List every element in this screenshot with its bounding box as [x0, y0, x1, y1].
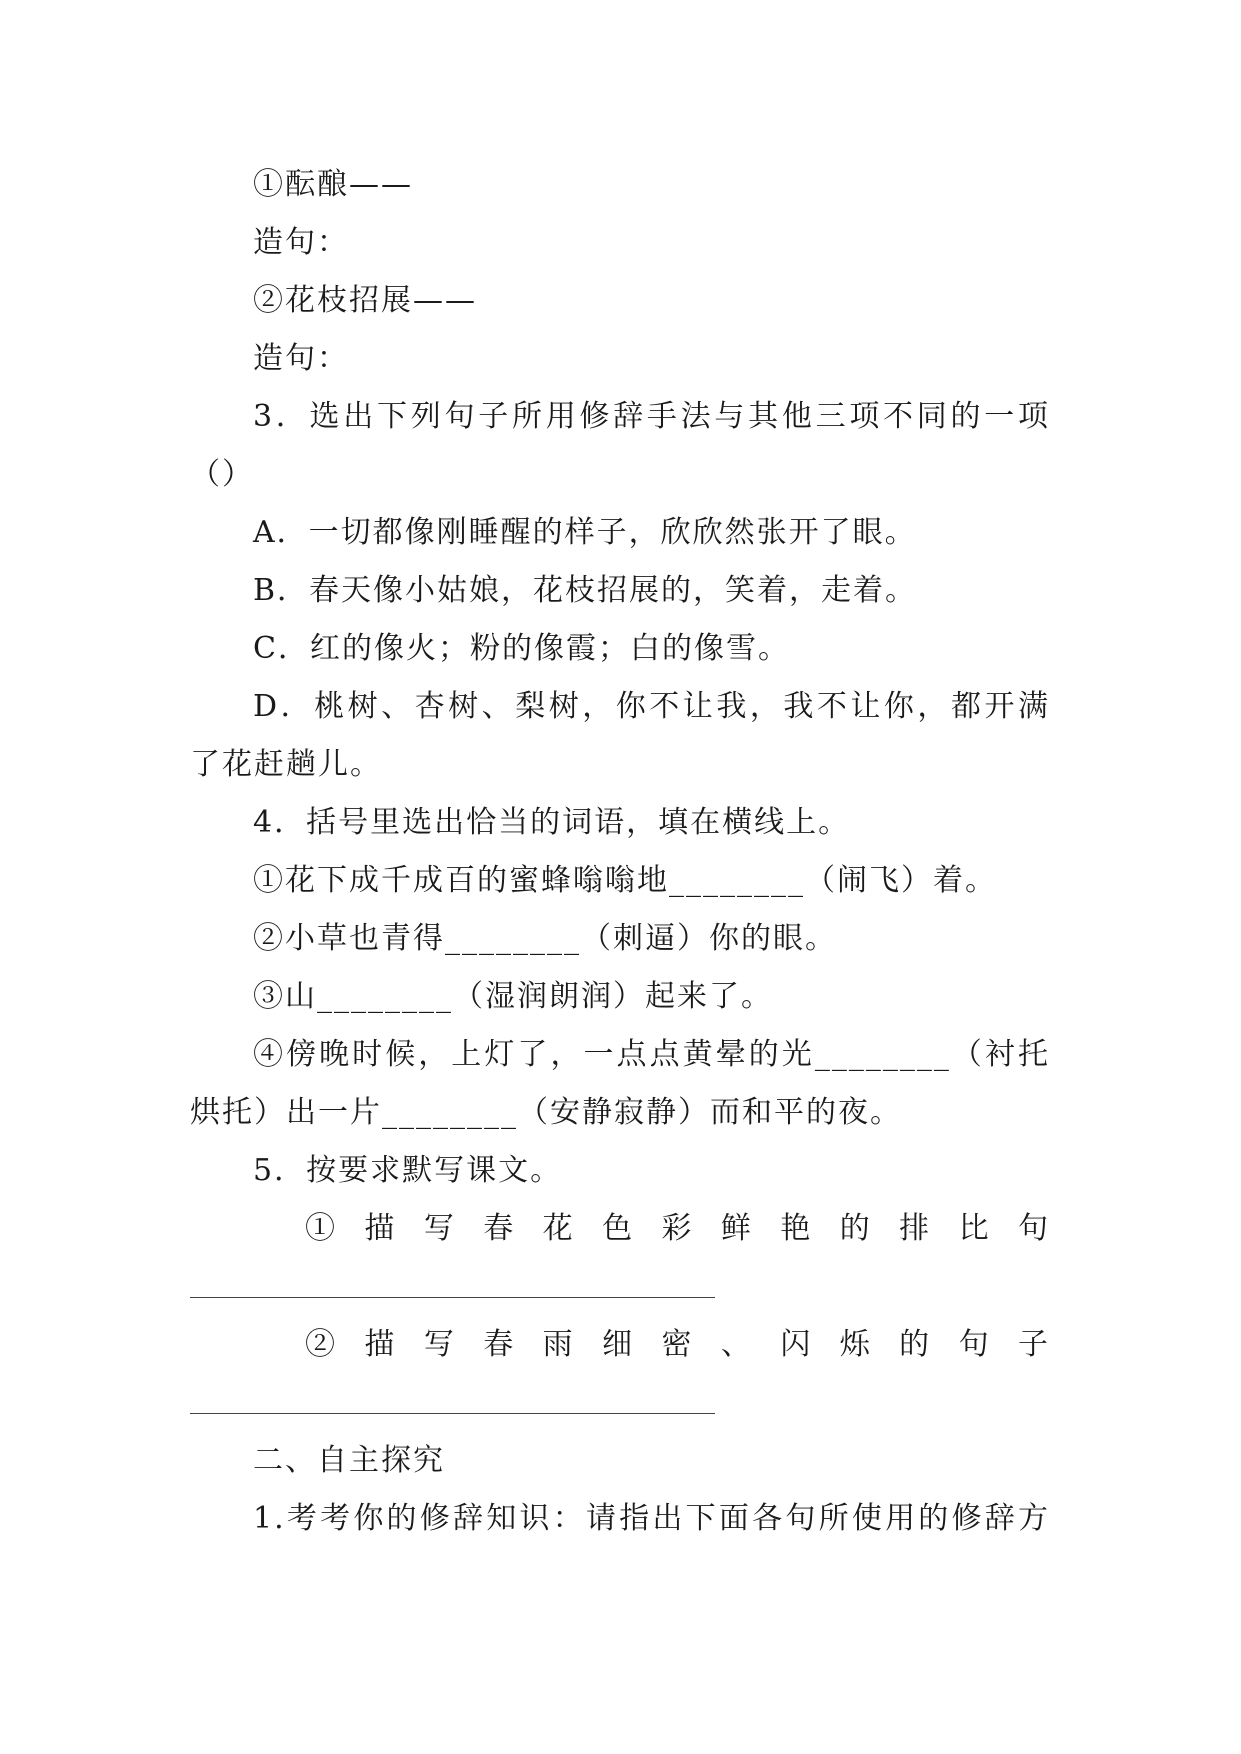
fill-blank-4-continued: 烘托）出一片________（安静寂静）而和平的夜。 — [190, 1095, 902, 1130]
fill-blank-4: ④傍晚时候，上灯了，一点点黄晕的光________（衬托 — [253, 1037, 1050, 1072]
fill-blank-1: ①花下成千成百的蜜蜂嗡嗡地________（闹飞）着。 — [253, 863, 997, 898]
option-b: B．春天像小姑娘，花枝招展的，笑着，走着。 — [253, 573, 918, 608]
sentence-prompt-1: 造句： — [253, 225, 349, 260]
vocab-item-1: ①酝酿—— — [253, 167, 413, 202]
vocab-item-2: ②花枝招展—— — [253, 283, 477, 318]
option-d-continued: 了花赶趟儿。 — [190, 747, 382, 782]
question-4: 4．括号里选出恰当的词语，填在横线上。 — [253, 805, 851, 840]
sentence-prompt-2: 造句： — [253, 341, 349, 376]
recite-item-2: ②描写春雨细密、闪烁的句子 — [305, 1327, 1050, 1362]
fill-blank-3: ③山________（湿润朗润）起来了。 — [253, 979, 773, 1014]
option-c: C．红的像火；粉的像霞；白的像雪。 — [253, 631, 790, 666]
question-5: 5．按要求默写课文。 — [253, 1153, 563, 1188]
option-a: A．一切都像刚睡醒的样子，欣欣然张开了眼。 — [253, 515, 917, 550]
recite-item-1: ①描写春花色彩鲜艳的排比句 — [305, 1211, 1050, 1246]
question-3: 3．选出下列句子所用修辞手法与其他三项不同的一项 — [253, 399, 1050, 434]
answer-brackets: （） — [190, 457, 254, 492]
answer-line-2 — [190, 1413, 715, 1414]
section-question-1: 1.考考你的修辞知识：请指出下面各句所使用的修辞方 — [253, 1501, 1050, 1536]
answer-line-1 — [190, 1297, 715, 1298]
section-heading: 二、自主探究 — [253, 1443, 445, 1478]
option-d: D．桃树、杏树、梨树，你不让我，我不让你，都开满 — [253, 689, 1050, 724]
fill-blank-2: ②小草也青得________（刺逼）你的眼。 — [253, 921, 837, 956]
